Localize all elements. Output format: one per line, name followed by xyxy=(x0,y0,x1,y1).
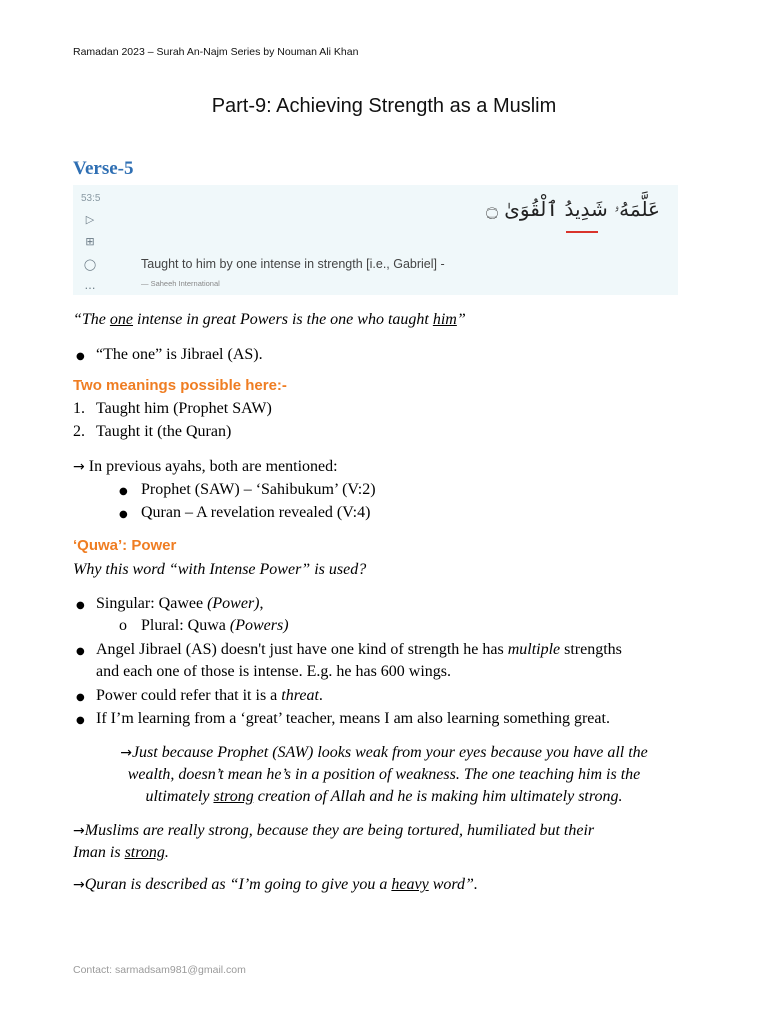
bullet-glyph: ● xyxy=(76,600,85,611)
quran-line: →Quran is described as “I’m going to give you a heavy word”. xyxy=(73,876,478,893)
previous-ayahs-line: → In previous ayahs, both are mentioned: xyxy=(73,458,338,475)
prophet-line-1: →Just because Prophet (SAW) looks weak from your eyes because you have all the xyxy=(120,744,648,761)
prophet-line-2: wealth, doesn’t mean he’s in a position of weakness. The one teaching him is the xyxy=(127,766,641,783)
verse-translation: Taught to him by one intense in strength [i.e., Gabriel] - xyxy=(141,257,445,271)
more-icon[interactable]: … xyxy=(84,279,96,292)
arrow-icon: → xyxy=(73,823,85,839)
verse-quote: “The one intense in great Powers is the one who taught him” xyxy=(73,311,466,328)
bullet-glyph: ● xyxy=(76,646,85,657)
sub-bullet-glyph: o xyxy=(119,617,127,634)
muslims-line-2: Iman is strong. xyxy=(73,844,169,861)
prophet-paragraph xyxy=(70,742,698,808)
arrow-icon: → xyxy=(73,459,85,475)
meaning-text-2: Taught it (the Quran) xyxy=(96,423,232,440)
previous-item-quran: Quran – A revelation revealed (V:4) xyxy=(141,504,371,521)
prophet-line-3: ultimately strong creation of Allah and he is making him ultimately strong. xyxy=(145,788,623,805)
translation-source: — Saheeh International xyxy=(141,279,220,288)
arabic-underline xyxy=(566,231,598,233)
meaning-text-1: Taught him (Prophet SAW) xyxy=(96,400,272,417)
arabic-verse: عَلَّمَهُۥ شَدِيدُ ٱلْقُوَىٰ ۝ xyxy=(486,197,660,221)
sub-bullet-plural: Plural: Quwa (Powers) xyxy=(141,617,289,634)
page-footer: Contact: sarmadsam981@gmail.com xyxy=(73,964,246,976)
bullet-glyph: ● xyxy=(76,692,85,703)
book-icon[interactable]: ⊞ xyxy=(85,235,95,248)
bullet-glyph: ● xyxy=(76,351,85,362)
bullet-angel-line2: and each one of those is intense. E.g. he has 600 wings. xyxy=(96,663,452,680)
quwa-heading: ‘Quwa’: Power xyxy=(73,537,177,554)
previous-item-prophet: Prophet (SAW) – ‘Sahibukum’ (V:2) xyxy=(141,481,376,498)
page-header: Ramadan 2023 – Surah An-Najm Series by Nouman Ali Khan xyxy=(73,46,359,58)
bullet-singular: Singular: Qawee (Power), xyxy=(96,595,264,612)
quwa-question: Why this word “with Intense Power” is used? xyxy=(73,561,367,578)
play-icon[interactable]: ▷ xyxy=(85,213,95,226)
bullet-glyph: ● xyxy=(119,509,128,520)
meaning-number-1: 1. xyxy=(73,400,85,417)
comment-icon[interactable]: ◯ xyxy=(83,258,97,271)
arrow-icon: → xyxy=(73,877,85,893)
bullet-threat: Power could refer that it is a threat. xyxy=(96,687,323,704)
two-meanings-heading: Two meanings possible here:- xyxy=(73,377,287,394)
bullet-glyph: ● xyxy=(119,486,128,497)
verse-card xyxy=(73,185,678,295)
bullet-glyph: ● xyxy=(76,715,85,726)
muslims-line-1: →Muslims are really strong, because they are being tortured, humiliated but their xyxy=(73,822,595,839)
meaning-number-2: 2. xyxy=(73,423,85,440)
bullet-learning: If I’m learning from a ‘great’ teacher, means I am also learning something great. xyxy=(96,710,610,727)
page-title: Part-9: Achieving Strength as a Muslim xyxy=(211,95,557,117)
bullet-angel-line1: Angel Jibrael (AS) doesn't just have one kind of strength he has multiple strengths xyxy=(96,641,622,658)
arrow-icon: → xyxy=(120,745,132,761)
bullet-the-one: “The one” is Jibrael (AS). xyxy=(96,346,263,363)
verse-heading: Verse-5 xyxy=(73,158,134,179)
verse-reference: 53:5 xyxy=(81,193,101,204)
